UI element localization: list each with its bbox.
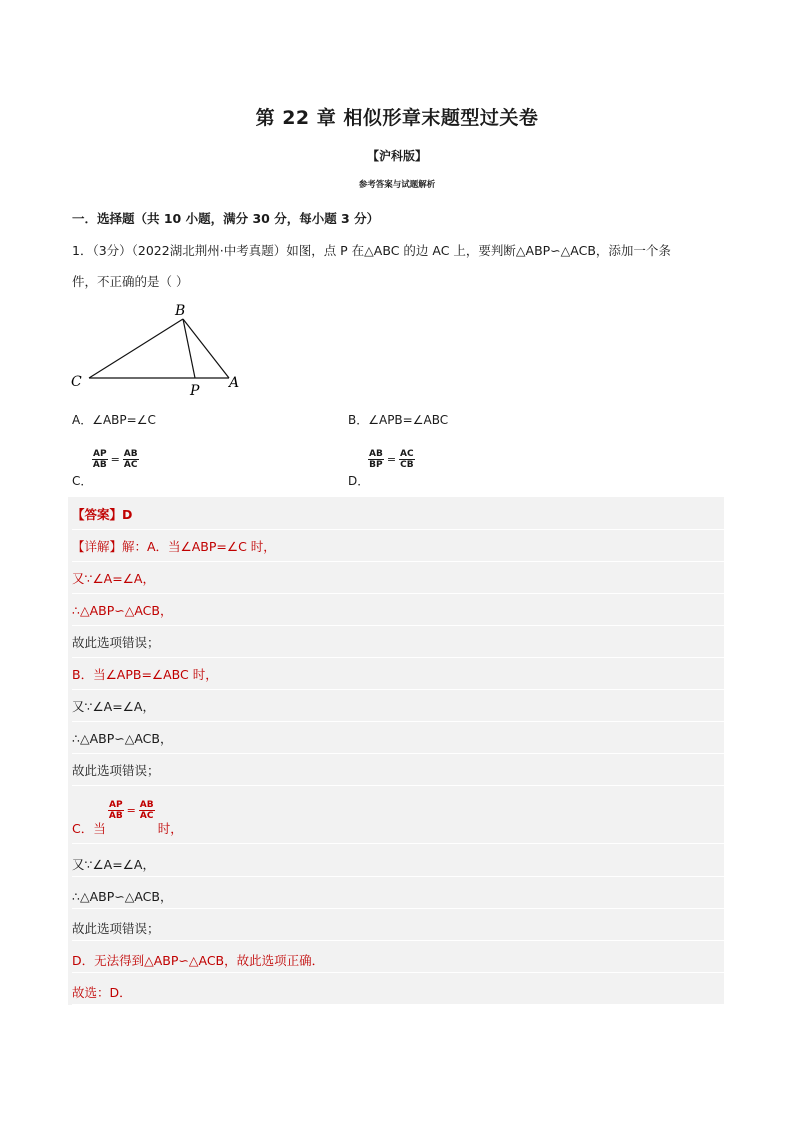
vertex-label-a: A	[229, 375, 240, 391]
answer-line: ∴△ABP∽△ACB，	[72, 731, 173, 746]
triangle-figure	[66, 296, 256, 400]
point-label-p: P	[190, 383, 200, 399]
answer-conclusion: 故选：D．	[72, 985, 132, 1000]
option-c-fraction: $\frac{AP}{AB}$ = $\frac{AB}{AC}$	[92, 449, 138, 470]
answer-line: ∴△ABP∽△ACB，	[72, 603, 173, 618]
question-stem-line-2: 件，不正确的是（ ）	[72, 274, 189, 289]
subtitle: 参考答案与试题解析	[358, 180, 436, 190]
option-d-fraction: $\frac{AB}{BP}$ = $\frac{AC}{CB}$	[369, 449, 414, 470]
question-stem-line-1: 1．（3分）（2022湖北荆州·中考真题）如图，点 P 在△ABC 的边 AC 上，要判断△ABP∽△ACB，添加一个条	[72, 243, 671, 258]
answer-line: 故此选项错误；	[72, 635, 160, 650]
edition-label: 【沪科版】	[366, 149, 427, 163]
answer-detail-b: B．当∠APB=∠ABC 时，	[72, 667, 218, 682]
answer-line: 又∵∠A=∠A，	[72, 857, 155, 872]
answer-line: 【答案】D	[72, 507, 133, 522]
option-c-label: C．	[72, 474, 93, 488]
vertex-label-c: C	[71, 374, 82, 390]
answer-panel	[68, 497, 724, 1005]
vertex-label-b: B	[175, 303, 186, 319]
option-a: A．∠ABP=∠C	[72, 413, 156, 427]
answer-detail-c: C．当 时，	[72, 821, 183, 836]
answer-line: 故此选项错误；	[72, 921, 160, 936]
answer-detail-d: D．无法得到△ABP∽△ACB，故此选项正确．	[72, 953, 325, 968]
option-d-label: D．	[348, 474, 370, 488]
page-title: 第 22 章 相似形章末题型过关卷	[255, 107, 539, 129]
section-heading: 一．选择题（共 10 小题，满分 30 分，每小题 3 分）	[72, 211, 380, 226]
option-b: B．∠APB=∠ABC	[348, 413, 449, 427]
answer-line: 又∵∠A=∠A，	[72, 699, 155, 714]
answer-c-fraction: $\frac{AP}{AB}$ = $\frac{AB}{AC}$	[108, 800, 154, 821]
answer-detail-a: 【详解】解：A．当∠ABP=∠C 时，	[72, 539, 276, 554]
answer-line: ∴△ABP∽△ACB，	[72, 889, 173, 904]
answer-line: 又∵∠A=∠A，	[72, 571, 155, 586]
answer-line: 故此选项错误；	[72, 763, 160, 778]
